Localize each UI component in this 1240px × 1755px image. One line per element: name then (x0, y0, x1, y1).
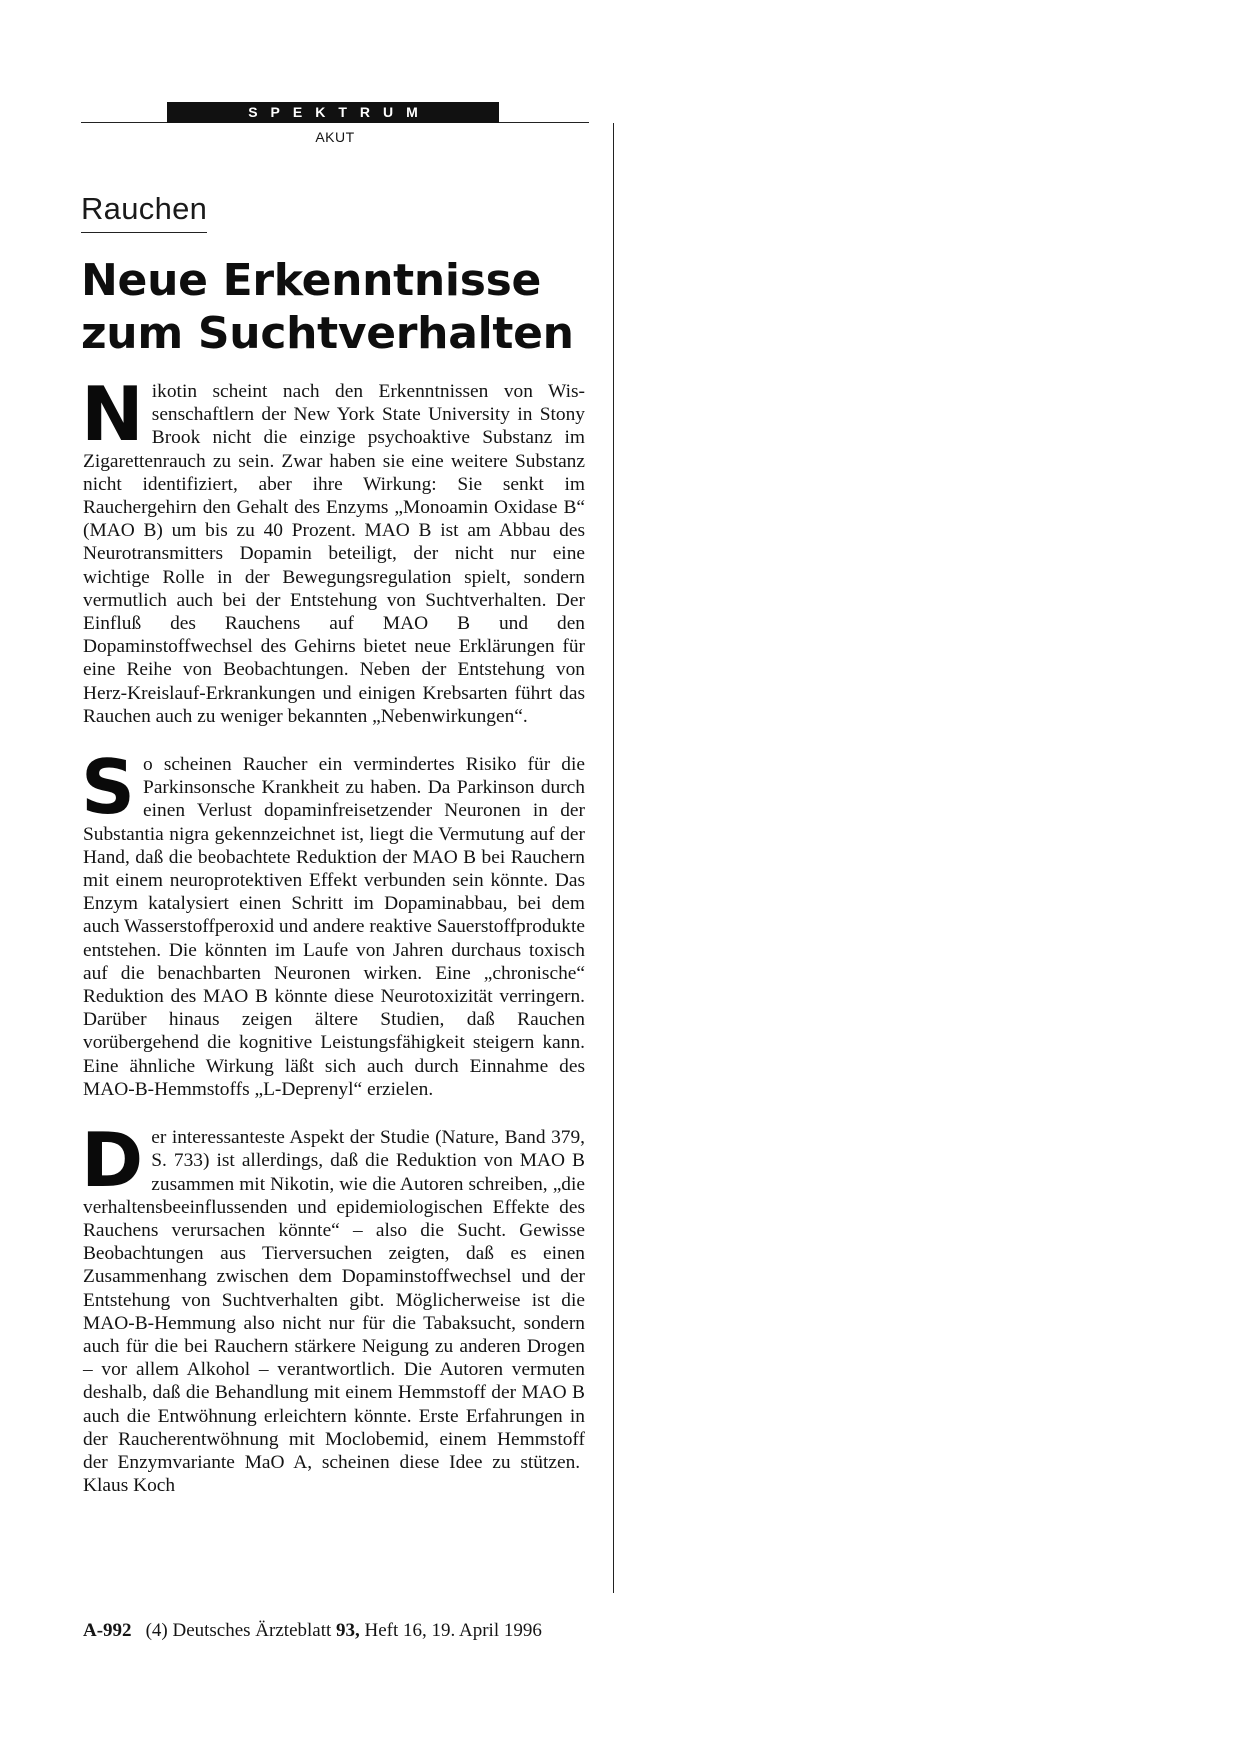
citation-prefix: (4) Deutsches Ärzteblatt (145, 1620, 337, 1641)
page-footer (83, 1620, 593, 1642)
headline-line-2: zum Suchtverhalten (81, 308, 574, 359)
section-label: SPEKTRUM (167, 102, 499, 123)
citation-suffix: Heft 16, 19. April 1996 (359, 1620, 542, 1641)
subsection-label: AKUT (315, 129, 355, 145)
headline-line-1: Neue Erkenntnisse (81, 255, 542, 306)
article-body (81, 370, 585, 1522)
drop-cap: S (81, 743, 136, 832)
paragraph-1 (81, 370, 585, 728)
column-divider (613, 123, 614, 1593)
paragraph-text: o scheinen Raucher ein vermindertes Risiko für die Parkinsonsche Krankheit zu haben. Da Parkinson durch einen Verlust dopaminfreisetzender Neuronen in der Substantia nigra gekennzeichnet ist, liegt die Vermutung auf der Hand, daß die beobachtete Reduktion der MAO B bei Rauchern mit einem neuroprotektiven Effekt verbunden sein könnte. Das Enzym katalysiert einen Schritt im Dopaminabbau, bei dem auch Wasserstoffperoxid und andere reaktive Sauerstoffprodukte entstehen. Die könnten im Laufe von Jahren durchaus toxisch auf die benachbarten Neuronen wirken. Eine „chronische“ Reduktion des MAO B könnte diese Neurotoxizität verringern. Darüber hinaus zeigen ältere Studien, daß Rauchen vorübergehend die kognitive Leistungsfähigkeit steigern kann. Eine ähnliche Wirkung läßt sich auch durch Einnahme des MAO-B-Hemmstoffs „L-Deprenyl“ erzielen. (83, 754, 585, 1100)
paragraph-text: ikotin scheint nach den Erkenntnissen von Wissenschaftlern der New York State University in Stony Brook nicht die einzige psychoaktive Substanz im Zigarettenrauch zu sein. Zwar haben sie eine weitere Substanz nicht identifiziert, aber ihre Wirkung: Sie senkt im Rauchergehirn den Gehalt des Enzyms „Monoamin Oxidase B“ (MAO B) um bis zu 40 Prozent. MAO B ist am Abbau des Neurotransmitters Dopamin beteiligt, der nicht nur eine wichtige Rolle in der Bewegungsregulation spielt, sondern vermutlich auch bei der Entstehung von Suchtverhalten. Der Einfluß des Rauchens auf MAO B und den Dopaminstoffwechsel des Gehirns bietet neue Erklärungen für eine Reihe von Beobachtungen. Neben der Entstehung von Herz-Kreislauf-Erkrankungen und einigen Krebsarten führt das Rauchen auch zu weniger bekannten „Nebenwirkungen“. (83, 381, 585, 727)
page-number: A-992 (83, 1620, 132, 1641)
author-name: Klaus Koch (83, 1475, 176, 1497)
paragraph-3 (81, 1116, 585, 1497)
drop-cap: N (81, 370, 144, 458)
volume-number: 93, (336, 1620, 360, 1641)
article-kicker: Rauchen (81, 191, 207, 233)
article-headline (81, 254, 601, 360)
paragraph-text: er interessanteste Aspekt der Studie (Nature, Band 379, S. 733) ist allerdings, daß die Reduktion von MAO B zusammen mit Nikotin, wie die Autoren schreiben, „die verhaltensbeeinflussenden und epidemiologischen Effekte des Rauchens verursachen könnte“ – also die Sucht. Gewisse Beobachtungen aus Tierversuchen zeigten, daß es einen Zusammenhang zwischen dem Dopaminstoffwechsel und der Entstehung von Suchtverhalten gibt. Möglicherweise ist die MAO-B-Hemmung also nicht nur für die Tabaksucht, sondern auch für die bei Rauchern stärkere Neigung zu anderen Drogen – vor allem Alkohol – verantwortlich. Die Autoren vermuten deshalb, daß die Behandlung mit einem Hemmstoff der MAO B auch die Entwöhnung erleichtern könnte. Erste Erfahrungen in der Raucherentwöhnung mit Moclobemid, einem Hemmstoff der Enzymvariante MaO A, scheinen diese Idee zu stützen. (83, 1127, 585, 1473)
paragraph-2 (81, 743, 585, 1101)
drop-cap: D (81, 1116, 144, 1205)
